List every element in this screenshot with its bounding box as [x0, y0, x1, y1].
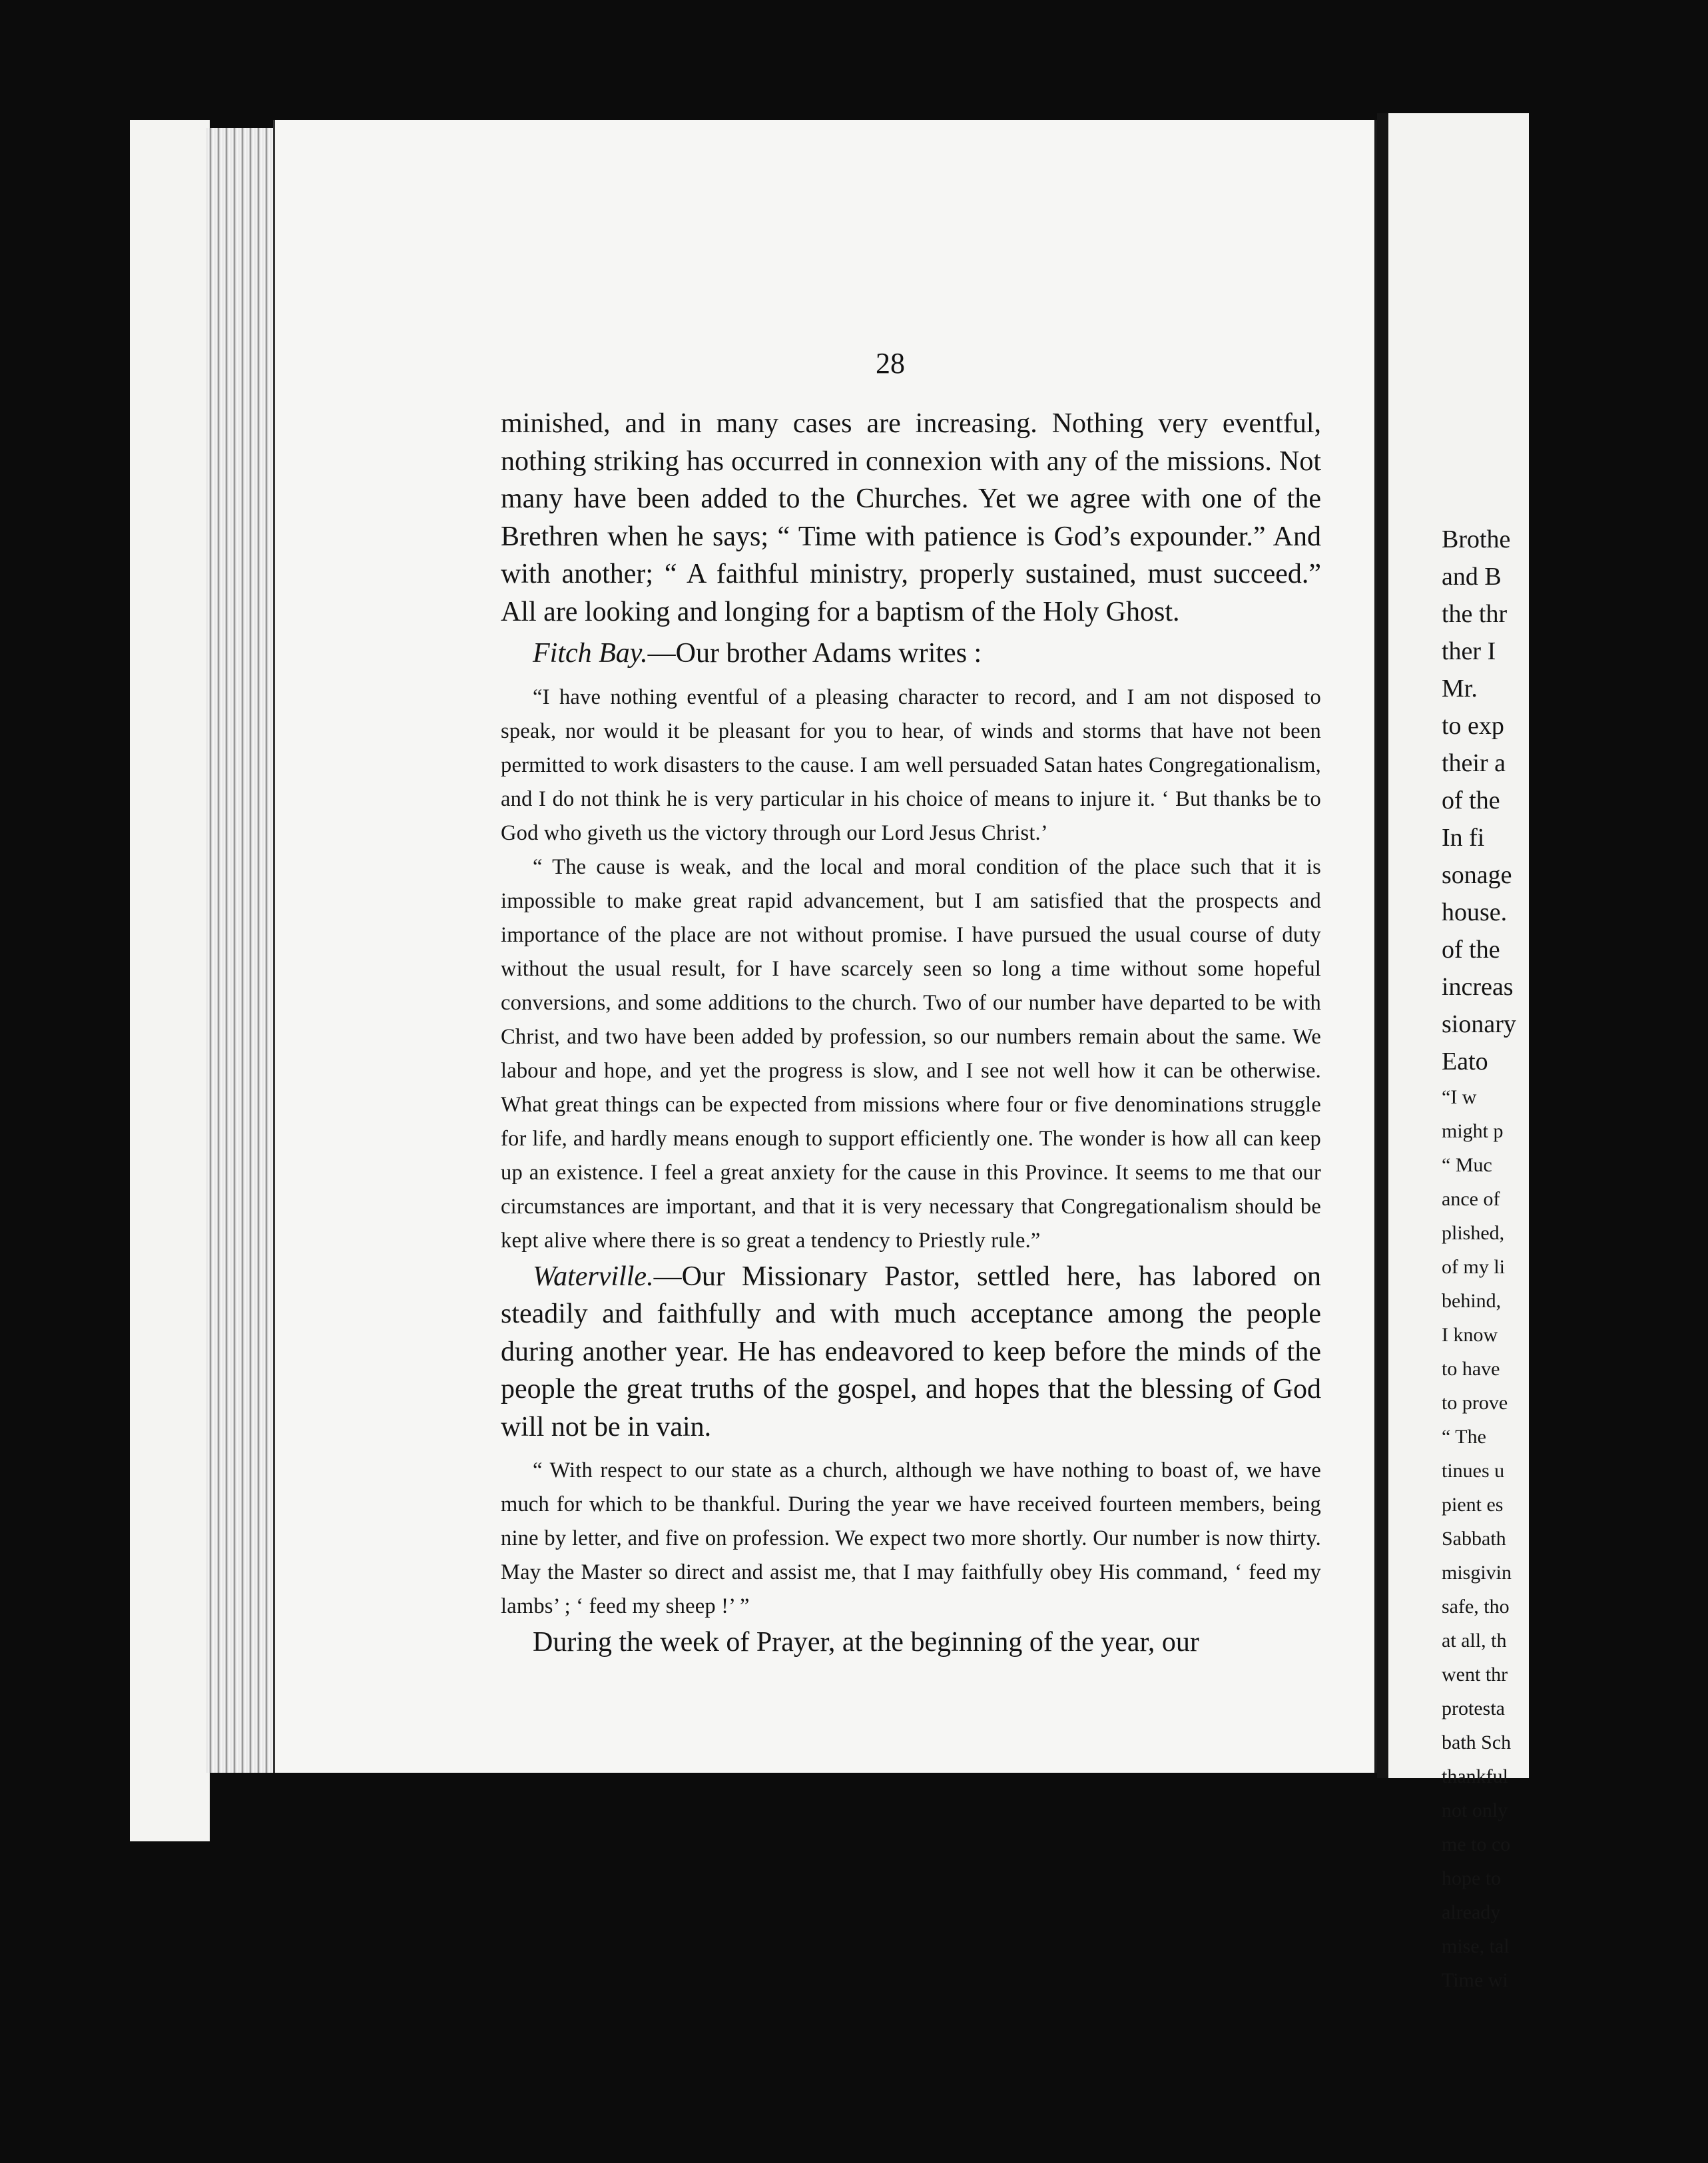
right-page-line: safe, tho — [1442, 1596, 1510, 1618]
right-page-line: “I w — [1442, 1086, 1477, 1108]
right-page-line: not only — [1442, 1799, 1508, 1821]
right-page-line: me to co — [1442, 1833, 1511, 1855]
right-page-line: sonage — [1442, 861, 1512, 889]
right-page-text — [1442, 521, 1708, 1997]
right-page-line: of the — [1442, 936, 1500, 964]
right-page-line: ther I — [1442, 637, 1496, 665]
right-page-line: to prove — [1442, 1392, 1508, 1414]
right-page-line: behind, — [1442, 1290, 1502, 1312]
right-page-line: “ Muc — [1442, 1154, 1492, 1176]
right-page-line: ance of — [1442, 1188, 1500, 1210]
right-page-line: protesta — [1442, 1698, 1505, 1719]
right-page-line: bath Sch — [1442, 1731, 1512, 1753]
section-fitch-bay — [501, 635, 1321, 673]
waterville-quote: “ With respect to our state as a church, although we have nothing to boast of, we have much for which to be thankful. During the year we have received fourteen members, being nine by letter, and five on profession. We expect two more shortly. Our number is now thirty. May the Master so direct and assist me, that I may faithfully obey His command, ‘ feed my lambs’ ; ‘ feed my sheep !’ ” — [501, 1458, 1321, 1618]
right-page-line: Eato — [1442, 1048, 1488, 1076]
section-waterville — [501, 1258, 1321, 1446]
right-page-line: their a — [1442, 749, 1506, 777]
paragraph-final: During the week of Prayer, at the beginning of the year, our — [533, 1627, 1199, 1658]
right-page-line: hope to — [1442, 1867, 1502, 1889]
right-page-line: pient es — [1442, 1494, 1504, 1516]
right-page-line: tinues u — [1442, 1460, 1505, 1482]
right-page-line: and B — [1442, 563, 1502, 591]
right-page-line: thankful — [1442, 1765, 1508, 1787]
right-page-line: of my li — [1442, 1256, 1505, 1278]
right-page-line: Brothe — [1442, 525, 1511, 553]
right-page-line: went thr — [1442, 1664, 1508, 1686]
right-page-line: the thr — [1442, 600, 1508, 628]
right-page-line: sionary — [1442, 1010, 1516, 1038]
waterville-heading: Waterville. — [533, 1261, 654, 1292]
right-page-line: Mr. — [1442, 675, 1478, 703]
right-page-line: mise, tal — [1442, 1935, 1510, 1957]
right-page-line: to have — [1442, 1358, 1500, 1380]
page-number: 28 — [876, 347, 905, 380]
page-edge-left — [130, 120, 210, 1841]
fitch-bay-quote-2: “ The cause is weak, and the local and moral condition of the place such that it is impossible to make great rapid advancement, but I am satisfied that the prospects and importance of the place are not without promise. I have pursued the usual course of duty without the usual result, for I have scarcely seen so long a time without some hopeful conversions, and some additions to the church. Two of our number have departed to be with Christ, and two have been added by profession, so our numbers remain about the same. We labour and hope, and yet the progress is slow, and I see not well how it can be otherwise. What great things can be expected from missions where four or five denominations struggle for life, and hardly means enough to support efficiently one. The wonder is how all can keep up an existence. I feel a great anxiety for the cause in this Province. It seems to me that our circumstances are important, and that it is very necessary that Congregationalism should be kept alive where there is so great a tendency to Priestly rule.” — [501, 854, 1321, 1253]
waterville-text: —Our Missionary Pastor, settled here, has labored on steadily and faithfully and with much acceptance among the people during another year. He has endeavored to keep before the minds of the people the great truths of the gospel, and hopes that the blessing of God will not be in vain. — [501, 1261, 1321, 1442]
right-page-line: “ The — [1442, 1426, 1486, 1448]
right-page-line: increas — [1442, 973, 1514, 1001]
right-page-line: Sabbath — [1442, 1528, 1506, 1550]
fitch-bay-quote-1: “I have nothing eventful of a pleasing character to record, and I am not disposed to speak, nor would it be pleasant for you to hear, of winds and storms that have not been permitted to work disasters to the cause. I am well persuaded Satan hates Congregationalism, and I do not think he is very particular in his choice of means to injure it. ‘ But thanks be to God who giveth us the victory through our Lord Jesus Christ.’ — [501, 685, 1321, 845]
right-page-line: house. — [1442, 898, 1508, 926]
paragraph-opening: minished, and in many cases are increasing. Nothing very eventful, nothing striking has occurred in connexion with any of the missions. Not many have been added to the Churches. Yet we agree with one of the Brethren when he says; “ Time with patience is God’s expounder.” And with another; “ A faithful ministry, properly sustained, must succeed.” All are looking and longing for a baptism of the Holy Ghost. — [501, 408, 1321, 627]
page-text — [501, 405, 1321, 1662]
right-page-line: I know — [1442, 1324, 1498, 1346]
right-page-line: misgivin — [1442, 1562, 1512, 1584]
right-page-line: might p — [1442, 1120, 1504, 1142]
fitch-bay-intro: —Our brother Adams writes : — [647, 638, 982, 669]
fitch-bay-heading: Fitch Bay. — [533, 638, 648, 669]
right-page-line: of the — [1442, 786, 1500, 814]
right-page-line: at all, th — [1442, 1630, 1507, 1652]
right-page-line: In fi — [1442, 824, 1485, 852]
right-page-line: to exp — [1442, 712, 1504, 740]
right-page-line: plished, — [1442, 1222, 1505, 1244]
right-page — [1388, 113, 1529, 1991]
right-page-line: already — [1442, 1901, 1501, 1923]
right-page-line: Time wi — [1442, 1969, 1508, 1991]
